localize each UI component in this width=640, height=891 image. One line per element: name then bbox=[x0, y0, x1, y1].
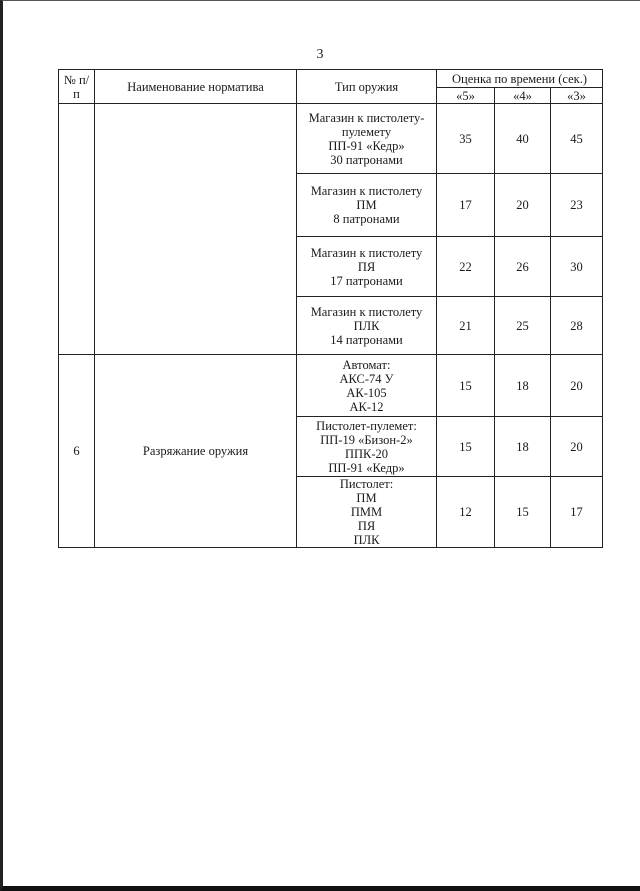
header-grade-3: «3» bbox=[551, 88, 603, 104]
cell-grade-5: 17 bbox=[437, 174, 495, 237]
cell-grade-5: 12 bbox=[437, 477, 495, 548]
table-row bbox=[59, 355, 603, 417]
cell-name: Разряжание оружия bbox=[95, 355, 297, 548]
cell-name-continued bbox=[95, 104, 297, 355]
cell-grade-3: 20 bbox=[551, 417, 603, 477]
cell-num: 6 bbox=[59, 355, 95, 548]
standards-table bbox=[58, 69, 603, 548]
cell-grade-4: 18 bbox=[495, 417, 551, 477]
header-row-1 bbox=[59, 70, 603, 88]
cell-grade-5: 35 bbox=[437, 104, 495, 174]
header-grade-4: «4» bbox=[495, 88, 551, 104]
cell-weapon: Автомат: АКС-74 У АК-105 АК-12 bbox=[297, 355, 437, 417]
cell-num-continued bbox=[59, 104, 95, 355]
header-name: Наименование норматива bbox=[95, 70, 297, 104]
page-number: 3 bbox=[316, 47, 324, 62]
cell-grade-3: 45 bbox=[551, 104, 603, 174]
cell-weapon: Пистолет: ПМ ПММ ПЯ ПЛК bbox=[297, 477, 437, 548]
cell-grade-5: 22 bbox=[437, 237, 495, 297]
cell-grade-4: 26 bbox=[495, 237, 551, 297]
cell-weapon: Магазин к пистолету ПЯ 17 патронами bbox=[297, 237, 437, 297]
cell-grade-4: 20 bbox=[495, 174, 551, 237]
cell-weapon: Пистолет-пулемет: ПП-19 «Бизон-2» ППК-20 ПП-91 «Кедр» bbox=[297, 417, 437, 477]
cell-grade-5: 15 bbox=[437, 417, 495, 477]
cell-grade-4: 15 bbox=[495, 477, 551, 548]
header-weapon: Тип оружия bbox=[297, 70, 437, 104]
cell-weapon: Магазин к пистолету ПЛК 14 патронами bbox=[297, 297, 437, 355]
cell-grade-5: 21 bbox=[437, 297, 495, 355]
table-row bbox=[59, 104, 603, 174]
cell-grade-4: 18 bbox=[495, 355, 551, 417]
cell-weapon: Магазин к пистолету ПМ 8 патронами bbox=[297, 174, 437, 237]
header-grade-5: «5» bbox=[437, 88, 495, 104]
header-num: № п/п bbox=[59, 70, 95, 104]
cell-grade-3: 28 bbox=[551, 297, 603, 355]
cell-grade-3: 30 bbox=[551, 237, 603, 297]
cell-grade-3: 17 bbox=[551, 477, 603, 548]
cell-grade-4: 40 bbox=[495, 104, 551, 174]
cell-grade-5: 15 bbox=[437, 355, 495, 417]
header-time-eval: Оценка по времени (сек.) bbox=[437, 70, 603, 88]
cell-grade-3: 23 bbox=[551, 174, 603, 237]
cell-grade-3: 20 bbox=[551, 355, 603, 417]
cell-weapon: Магазин к пистолету- пулемету ПП-91 «Кедр» 30 патронами bbox=[297, 104, 437, 174]
cell-grade-4: 25 bbox=[495, 297, 551, 355]
